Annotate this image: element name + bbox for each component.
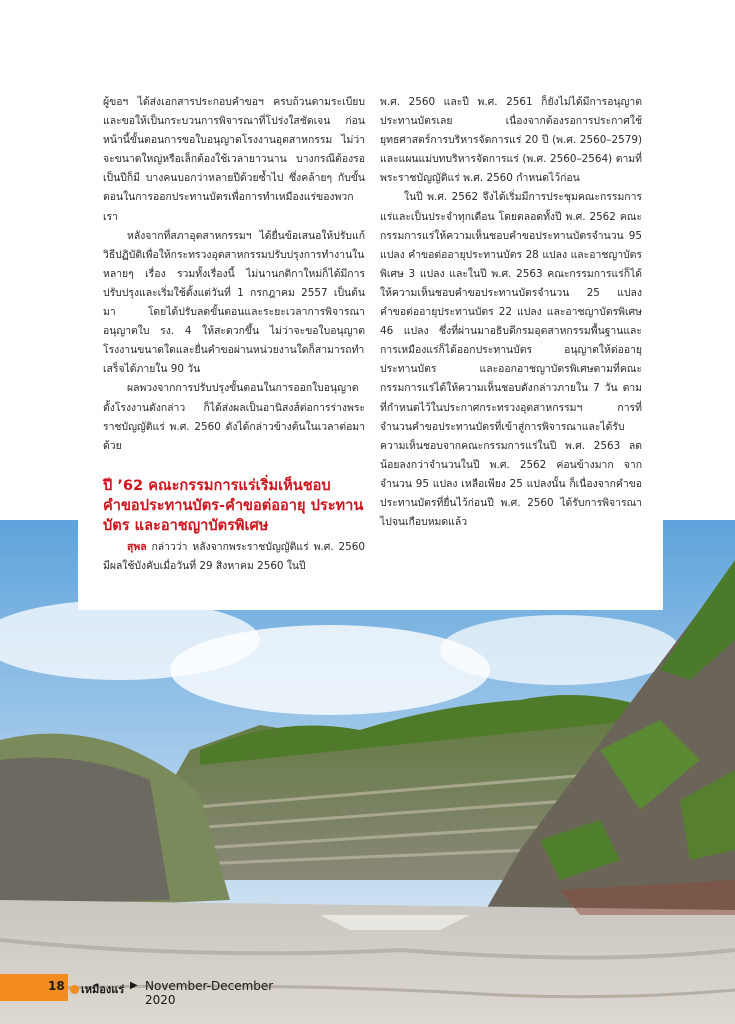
logo-circle-icon <box>70 985 79 994</box>
lead-name: สุพล <box>127 540 147 553</box>
paragraph: ผลพวงจากการปรับปรุงขั้นตอนในการออกใบอนุญาตตั้งโรงงานดังกล่าว ก็ได้ส่งผลเป็นอานิสงส์ต่อการร่างพระราชบัญญัติแร่ พ.ศ. 2560 ดังได้กล่าวข้างต้นในเวลาต่อมาด้วย <box>103 382 365 452</box>
triangle-right-icon: ▶ <box>130 980 138 991</box>
magazine-logo <box>70 980 124 998</box>
paragraph-text: กล่าวว่า หลังจากพระราชบัญญัติแร่ พ.ศ. 2560 มีผลใช้บังคับเมื่อวันที่ 29 สิงหาคม 2560 ในปี <box>103 540 365 572</box>
issue-date: November-December 2020 <box>145 979 274 1007</box>
section-heading: ปี ’62 คณะกรรมการแร่เริ่มเห็นชอบ คำขอประทานบัตร-คำขอต่ออายุ ประทานบัตร และอาชญาบัตรพิเศษ <box>103 476 364 534</box>
page-number: 18 <box>48 979 65 993</box>
magazine-name: เหมืองแร่ <box>81 983 125 996</box>
article-text-panel <box>78 0 663 610</box>
paragraph: หลังจากที่สภาอุตสาหกรรมฯ ได้ยื่นข้อเสนอให้ปรับแก้วิธีปฏิบัติเพื่อให้กระทรวงอุตสาหกรรมปรับปรุงการทำงานในหลายๆ เรื่อง รวมทั้งเรื่องนี้ ไม่นานกติกาใหม่ก็ได้มีการปรับปรุงและเริ่มใช้ตั้งแต่วันที่ 1 กรกฎาคม 2557 เป็นต้นมา โดยได้ปรับลดขั้นตอนและระยะเวลาการพิจารณาอนุญาตใบ รง. 4 ให้สะดวกขึ้น ไม่ว่าจะขอใบอนุญาตโรงงานขนาดใดและยื่นคำขอผ่านหน่วยงานใดก็สามารถทำเสร็จได้ภายใน 90 วัน <box>103 229 365 376</box>
paragraph: ผู้ขอฯ ได้ส่งเอกสารประกอบคำขอฯ ครบถ้วนตามระเบียบ และขอให้เป็นกระบวนการพิจารณาที่โปร่งใสชัดเจน ก่อนหน้านี้ขั้นตอนการขอใบอนุญาตโรงงานอุตสาหกรรม ไม่ว่าจะขนาดใหญ่หรือเล็กต้องใช้เวลายาวนาน บางกรณีต้องรอเป็นปีก็มี บางคนบอกว่าหลายปีด้วยซ้ำไป ซึ่งคล้ายๆ กับขั้นตอนในการออกประทานบัตรเพื่อการทำเหมืองแร่ของพวกเรา <box>103 96 365 223</box>
paragraph: ในปี พ.ศ. 2562 จึงได้เริ่มมีการประชุมคณะกรรมการแร่และเป็นประจำทุกเดือน โดยตลอดทั้งปี พ.ศ. 2562 คณะกรรมการแร่ให้ความเห็นชอบคำขอประทานบัตรจำนวน 95 แปลง คำขอต่ออายุประทานบัตร 28 แปลง และอาชญาบัตรพิเศษ 3 แปลง และในปี พ.ศ. 2563 คณะกรรมการแร่ก็ได้ให้ความเห็นชอบคำขอประทานบัตรจำนวน 25 แปลง คำขอต่ออายุประทานบัตร 22 แปลง และอาชญาบัตรพิเศษ 46 แปลง ซึ่งที่ผ่านมาอธิบดีกรมอุตสาหกรรมพื้นฐานและการเหมืองแร่ก็ได้ออกประทานบัตร อนุญาตให้ต่ออายุประทานบัตร และออกอาชญาบัตรพิเศษตามที่คณะกรรมการแร่ได้ให้ความเห็นชอบดังกล่าวภายใน 7 วัน ตามที่กำหนดไว้ในประกาศกระทรวงอุตสาหกรรมฯ การที่จำนวนคำขอประทานบัตรที่เข้าสู่การพิจารณาและได้รับความเห็นชอบจากคณะกรรมการแร่ในปี พ.ศ. 2563 ลดน้อยลงกว่าจำนวนในปี พ.ศ. 2562 ค่อนข้างมาก จากจำนวน 95 แปลง เหลือเพียง 25 แปลงนั้น ก็เนื่องจากคำขอประทานบัตรที่ยื่นไว้ก่อนปี พ.ศ. 2560 ได้รับการพิจารณาไปจนเกือบหมดแล้ว <box>380 191 642 529</box>
paragraph <box>103 538 365 576</box>
article-column-right <box>380 93 642 532</box>
page-footer <box>0 974 300 1007</box>
paragraph: พ.ศ. 2560 และปี พ.ศ. 2561 ก็ยังไม่ได้มีการอนุญาตประทานบัตรเลย เนื่องจากต้องรอการประกาศใช้ยุทธศาสตร์การบริหารจัดการแร่ 20 ปี (พ.ศ. 2560–2579) และแผนแม่บทบริหารจัดการแร่ (พ.ศ. 2560–2564) ตามที่พระราชบัญญัติแร่ พ.ศ. 2560 กำหนดไว้ก่อน <box>380 96 642 185</box>
article-column-left <box>103 93 365 576</box>
